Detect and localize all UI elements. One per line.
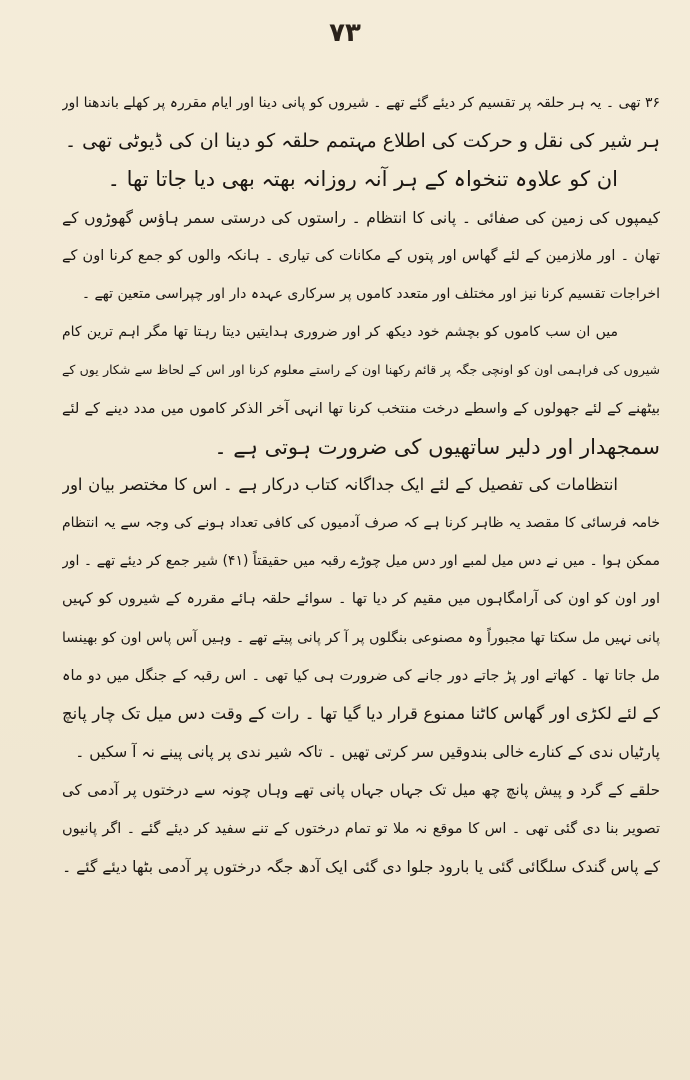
text-line: ۳۶ تھی ۔ یہ ہر حلقہ پر تقسیم کر دیئے گئے تھے ۔ شیروں کو پانی دینا اور ایام مقررہ پر کھلے باندھنا اور: [62, 95, 660, 111]
text-line: ان کو علاوہ تنخواہ کے ہر آنہ روزانہ بھتہ بھی دیا جاتا تھا ۔: [107, 167, 618, 192]
body-text: [62, 84, 660, 886]
text-line: خامہ فرسائی کا مقصد یہ ظاہر کرنا ہے کہ صرف آدمیوں کی کافی تعداد ہونے کی وجہ سے یہ انتظام: [62, 515, 660, 532]
text-line: تھان ۔ اور ملازمین کے لئے گھاس اور پتوں کے مکانات کی تیاری ۔ ہانکہ والوں کو جمع کرنا اون کے: [62, 247, 660, 264]
text-line: کے پاس گندک سلگائی گئی یا بارود جلوا دی گئی ایک آدھ جگہ درختوں پر آدمی بٹھا دیئے گئے ۔: [62, 857, 660, 876]
page-number: ۷۳: [329, 18, 361, 48]
text-line: حلقے کے گرد و پیش پانچ چھ میل تک جہاں جہاں پانی تھے وہاں چونہ سے درختوں پر آدمی کی: [62, 781, 660, 800]
text-line: ہر شیر کی نقل و حرکت کی اطلاع مہتمم حلقہ کو دینا ان کی ڈیوٹی تھی ۔: [64, 130, 660, 153]
text-line: کے لئے لکڑی اور گھاس کاٹنا ممنوع قرار دیا گیا تھا ۔ رات کے وقت دس میل تک چار پانچ: [62, 704, 660, 723]
text-line: پانی نہیں مل سکتا تھا مجبوراً وہ مصنوعی بنگلوں پر آ کر پانی پیتے تھے ۔ وہیں آس پاس اون کو بھینسا: [62, 629, 660, 646]
text-line: کیمپوں کی زمین کی صفائی ۔ پانی کا انتظام ۔ راستوں کی درستی سمر ہاؤس گھوڑوں کے: [62, 208, 660, 227]
text-line: اور اون کو اون کی آرامگاہوں میں مقیم کر دیا تھا ۔ سوائے حلقہ ہائے مقررہ کے شیروں کو کہیں: [62, 591, 660, 608]
text-line: ممکن ہوا ۔ میں نے دس میل لمبے اور دس میل چوڑے رقبہ میں حقیقتاً (۴۱) شیر جمع کر دیئے تھے ۔ اور: [62, 553, 660, 570]
text-line: تصویر بنا دی گئی تھی ۔ اس کا موقع نہ ملا تو تمام درختوں کے تنے سفید کر دیئے گئے ۔ اگر پانیوں: [62, 820, 660, 837]
text-line: میں ان سب کاموں کو بچشم خود دیکھ کر اور ضروری ہدایتیں دیتا رہتا تھا مگر اہم ترین کام: [62, 324, 618, 341]
text-line: سمجھدار اور دلیر ساتھیوں کی ضرورت ہوتی ہے ۔: [214, 434, 660, 459]
text-line: بیٹھنے کے لئے جھولوں کے واسطے درخت منتخب کرنا تھا انہی آخر الذکر کاموں میں مدد دینے کے لئے: [62, 400, 660, 417]
text-line: مل جاتا تھا ۔ کھاتے اور پڑ جاتے دور جانے کی ضرورت ہی کیا تھی ۔ اس رقبہ کے جنگل میں دو ماہ: [62, 667, 660, 684]
text-line: پارٹیاں ندی کے کنارے خالی بندوقیں سر کرتی تھیں ۔ تاکہ شیر ندی پر پانی پینے نہ آ سکیں ۔: [75, 743, 660, 762]
text-line: انتظامات کی تفصیل کے لئے ایک جداگانہ کتاب درکار ہے ۔ اس کا مختصر بیان اور: [62, 474, 618, 494]
text-line: شیروں کی فراہمی اون کو اونچی جگہ پر قائم رکھنا اون کے راستے معلوم کرنا اور اس کے لحاظ سے شکار یوں کے: [62, 362, 660, 378]
text-line: اخراجات تقسیم کرنا نیز اور مختلف اور متعدد کاموں پر سرکاری عہدہ دار اور چپراسی متعین تھے ۔: [81, 285, 660, 302]
